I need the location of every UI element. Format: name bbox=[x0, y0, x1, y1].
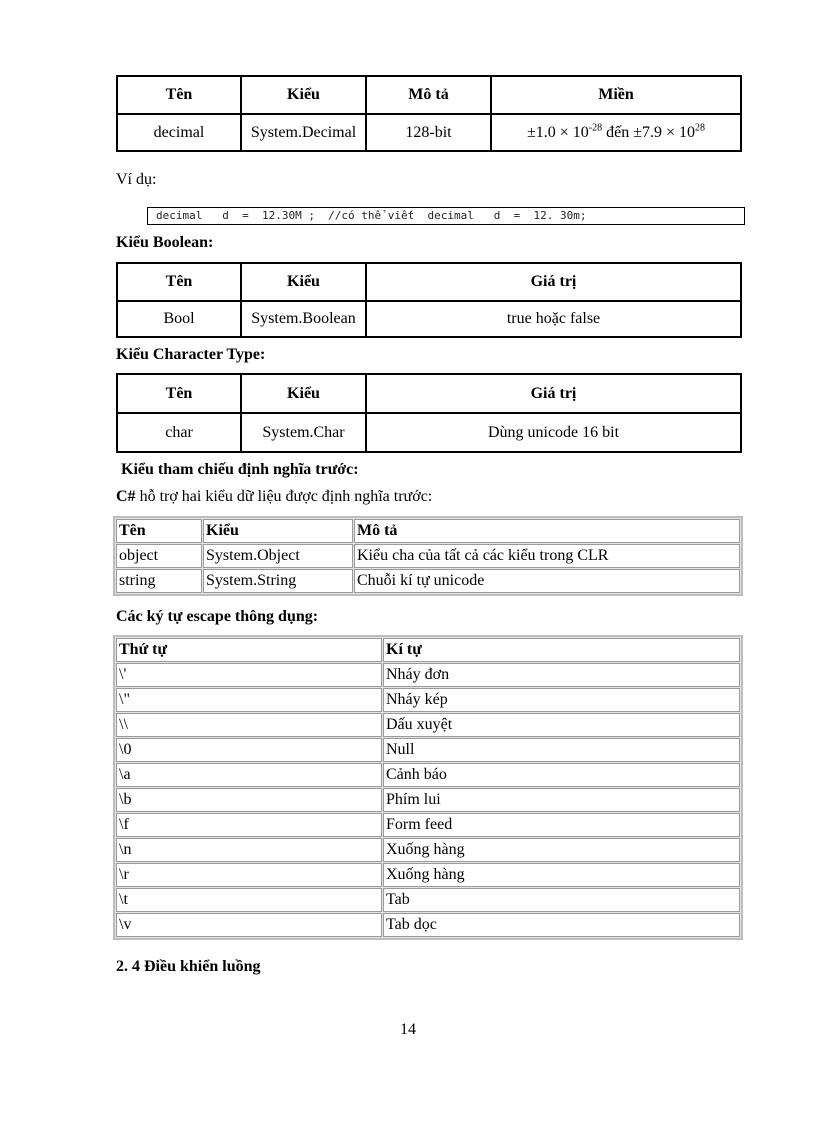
range-part: ±1.0 × 10 bbox=[526, 123, 589, 141]
table-header-row bbox=[117, 374, 741, 413]
ref-types-table bbox=[113, 516, 743, 596]
table-cell: true hoặc false bbox=[366, 301, 741, 337]
table-cell: System.Boolean bbox=[241, 301, 366, 337]
table-row bbox=[116, 569, 740, 593]
table-cell: \r bbox=[116, 863, 382, 887]
table-cell: object bbox=[116, 544, 202, 568]
header-cell: Kiểu bbox=[241, 76, 366, 114]
table-cell: System.Char bbox=[241, 413, 366, 452]
ref-intro bbox=[116, 488, 432, 506]
header-cell: Tên bbox=[117, 76, 241, 114]
table-cell: Cảnh báo bbox=[383, 763, 740, 787]
table-row bbox=[116, 913, 740, 937]
range-exponent: 28 bbox=[695, 122, 706, 134]
table-cell: \n bbox=[116, 838, 382, 862]
header-cell: Kí tự bbox=[383, 638, 740, 662]
table-cell: \b bbox=[116, 788, 382, 812]
header-cell: Kiểu bbox=[241, 374, 366, 413]
page-number: 14 bbox=[400, 1021, 416, 1038]
table-row bbox=[117, 413, 741, 452]
header-cell: Giá trị bbox=[366, 263, 741, 301]
table-row bbox=[116, 663, 740, 687]
char-table bbox=[116, 373, 742, 453]
table-row bbox=[117, 301, 741, 337]
table-cell: Xuống hàng bbox=[383, 838, 740, 862]
ref-intro-bold: C# bbox=[116, 488, 136, 505]
ref-intro-text: hỗ trợ hai kiểu dữ liệu được định nghĩa trước: bbox=[135, 488, 433, 505]
table-cell: \" bbox=[116, 688, 382, 712]
table-row bbox=[116, 888, 740, 912]
table-cell: \\ bbox=[116, 713, 382, 737]
table-cell: \t bbox=[116, 888, 382, 912]
header-cell: Giá trị bbox=[366, 374, 741, 413]
table-cell: Dùng unicode 16 bit bbox=[366, 413, 741, 452]
escape-heading: Các ký tự escape thông dụng: bbox=[116, 608, 319, 625]
header-cell: Miền bbox=[491, 76, 741, 114]
range-cell bbox=[491, 114, 741, 151]
header-cell: Tên bbox=[116, 519, 202, 543]
table-cell: System.String bbox=[203, 569, 353, 593]
table-cell: Bool bbox=[117, 301, 241, 337]
table-row bbox=[116, 738, 740, 762]
table-cell: string bbox=[116, 569, 202, 593]
header-cell: Tên bbox=[117, 374, 241, 413]
table-cell: System.Object bbox=[203, 544, 353, 568]
table-header-row bbox=[117, 76, 741, 114]
table-cell: Kiểu cha của tất cả các kiểu trong CLR bbox=[354, 544, 740, 568]
table-header-row bbox=[117, 263, 741, 301]
table-cell: Tab bbox=[383, 888, 740, 912]
table-cell: Form feed bbox=[383, 813, 740, 837]
section-heading: 2. 4 Điều khiển luồng bbox=[116, 958, 261, 975]
table-cell: Null bbox=[383, 738, 740, 762]
range-part: đến ±7.9 × 10 bbox=[602, 123, 696, 141]
header-cell: Kiểu bbox=[203, 519, 353, 543]
range-exponent: -28 bbox=[588, 122, 603, 134]
table-cell: Chuỗi kí tự unicode bbox=[354, 569, 740, 593]
table-cell: System.Decimal bbox=[241, 114, 366, 151]
table-header-row bbox=[116, 519, 740, 543]
table-header-row bbox=[116, 638, 740, 662]
header-cell: Mô tả bbox=[354, 519, 740, 543]
table-row bbox=[116, 863, 740, 887]
table-row bbox=[116, 544, 740, 568]
table-cell: decimal bbox=[117, 114, 241, 151]
table-cell: Phím lui bbox=[383, 788, 740, 812]
boolean-heading: Kiểu Boolean: bbox=[116, 234, 214, 251]
header-cell: Kiểu bbox=[241, 263, 366, 301]
boolean-table bbox=[116, 262, 742, 338]
table-row bbox=[116, 813, 740, 837]
table-cell: \0 bbox=[116, 738, 382, 762]
table-row bbox=[117, 114, 741, 151]
table-cell: Nháy đơn bbox=[383, 663, 740, 687]
table-row bbox=[116, 763, 740, 787]
table-cell: 128-bit bbox=[366, 114, 491, 151]
table-cell: char bbox=[117, 413, 241, 452]
decimal-table bbox=[116, 75, 742, 152]
header-cell: Thứ tự bbox=[116, 638, 382, 662]
table-row bbox=[116, 838, 740, 862]
table-cell: Dấu xuyệt bbox=[383, 713, 740, 737]
escape-chars-table bbox=[113, 635, 743, 940]
table-row bbox=[116, 713, 740, 737]
table-cell: Xuống hàng bbox=[383, 863, 740, 887]
table-cell: \f bbox=[116, 813, 382, 837]
table-cell: Nháy kép bbox=[383, 688, 740, 712]
header-cell: Tên bbox=[117, 263, 241, 301]
table-cell: \v bbox=[116, 913, 382, 937]
table-row bbox=[116, 788, 740, 812]
header-cell: Mô tả bbox=[366, 76, 491, 114]
example-label: Ví dụ: bbox=[116, 171, 157, 188]
code-example: decimal d = 12.30M ; //có thể viết decimal d = 12. 30m; bbox=[147, 207, 745, 225]
table-cell: \' bbox=[116, 663, 382, 687]
char-heading: Kiểu Character Type: bbox=[116, 346, 266, 363]
table-cell: Tab dọc bbox=[383, 913, 740, 937]
table-row bbox=[116, 688, 740, 712]
table-cell: \a bbox=[116, 763, 382, 787]
ref-heading: Kiểu tham chiếu định nghĩa trước: bbox=[121, 461, 359, 478]
